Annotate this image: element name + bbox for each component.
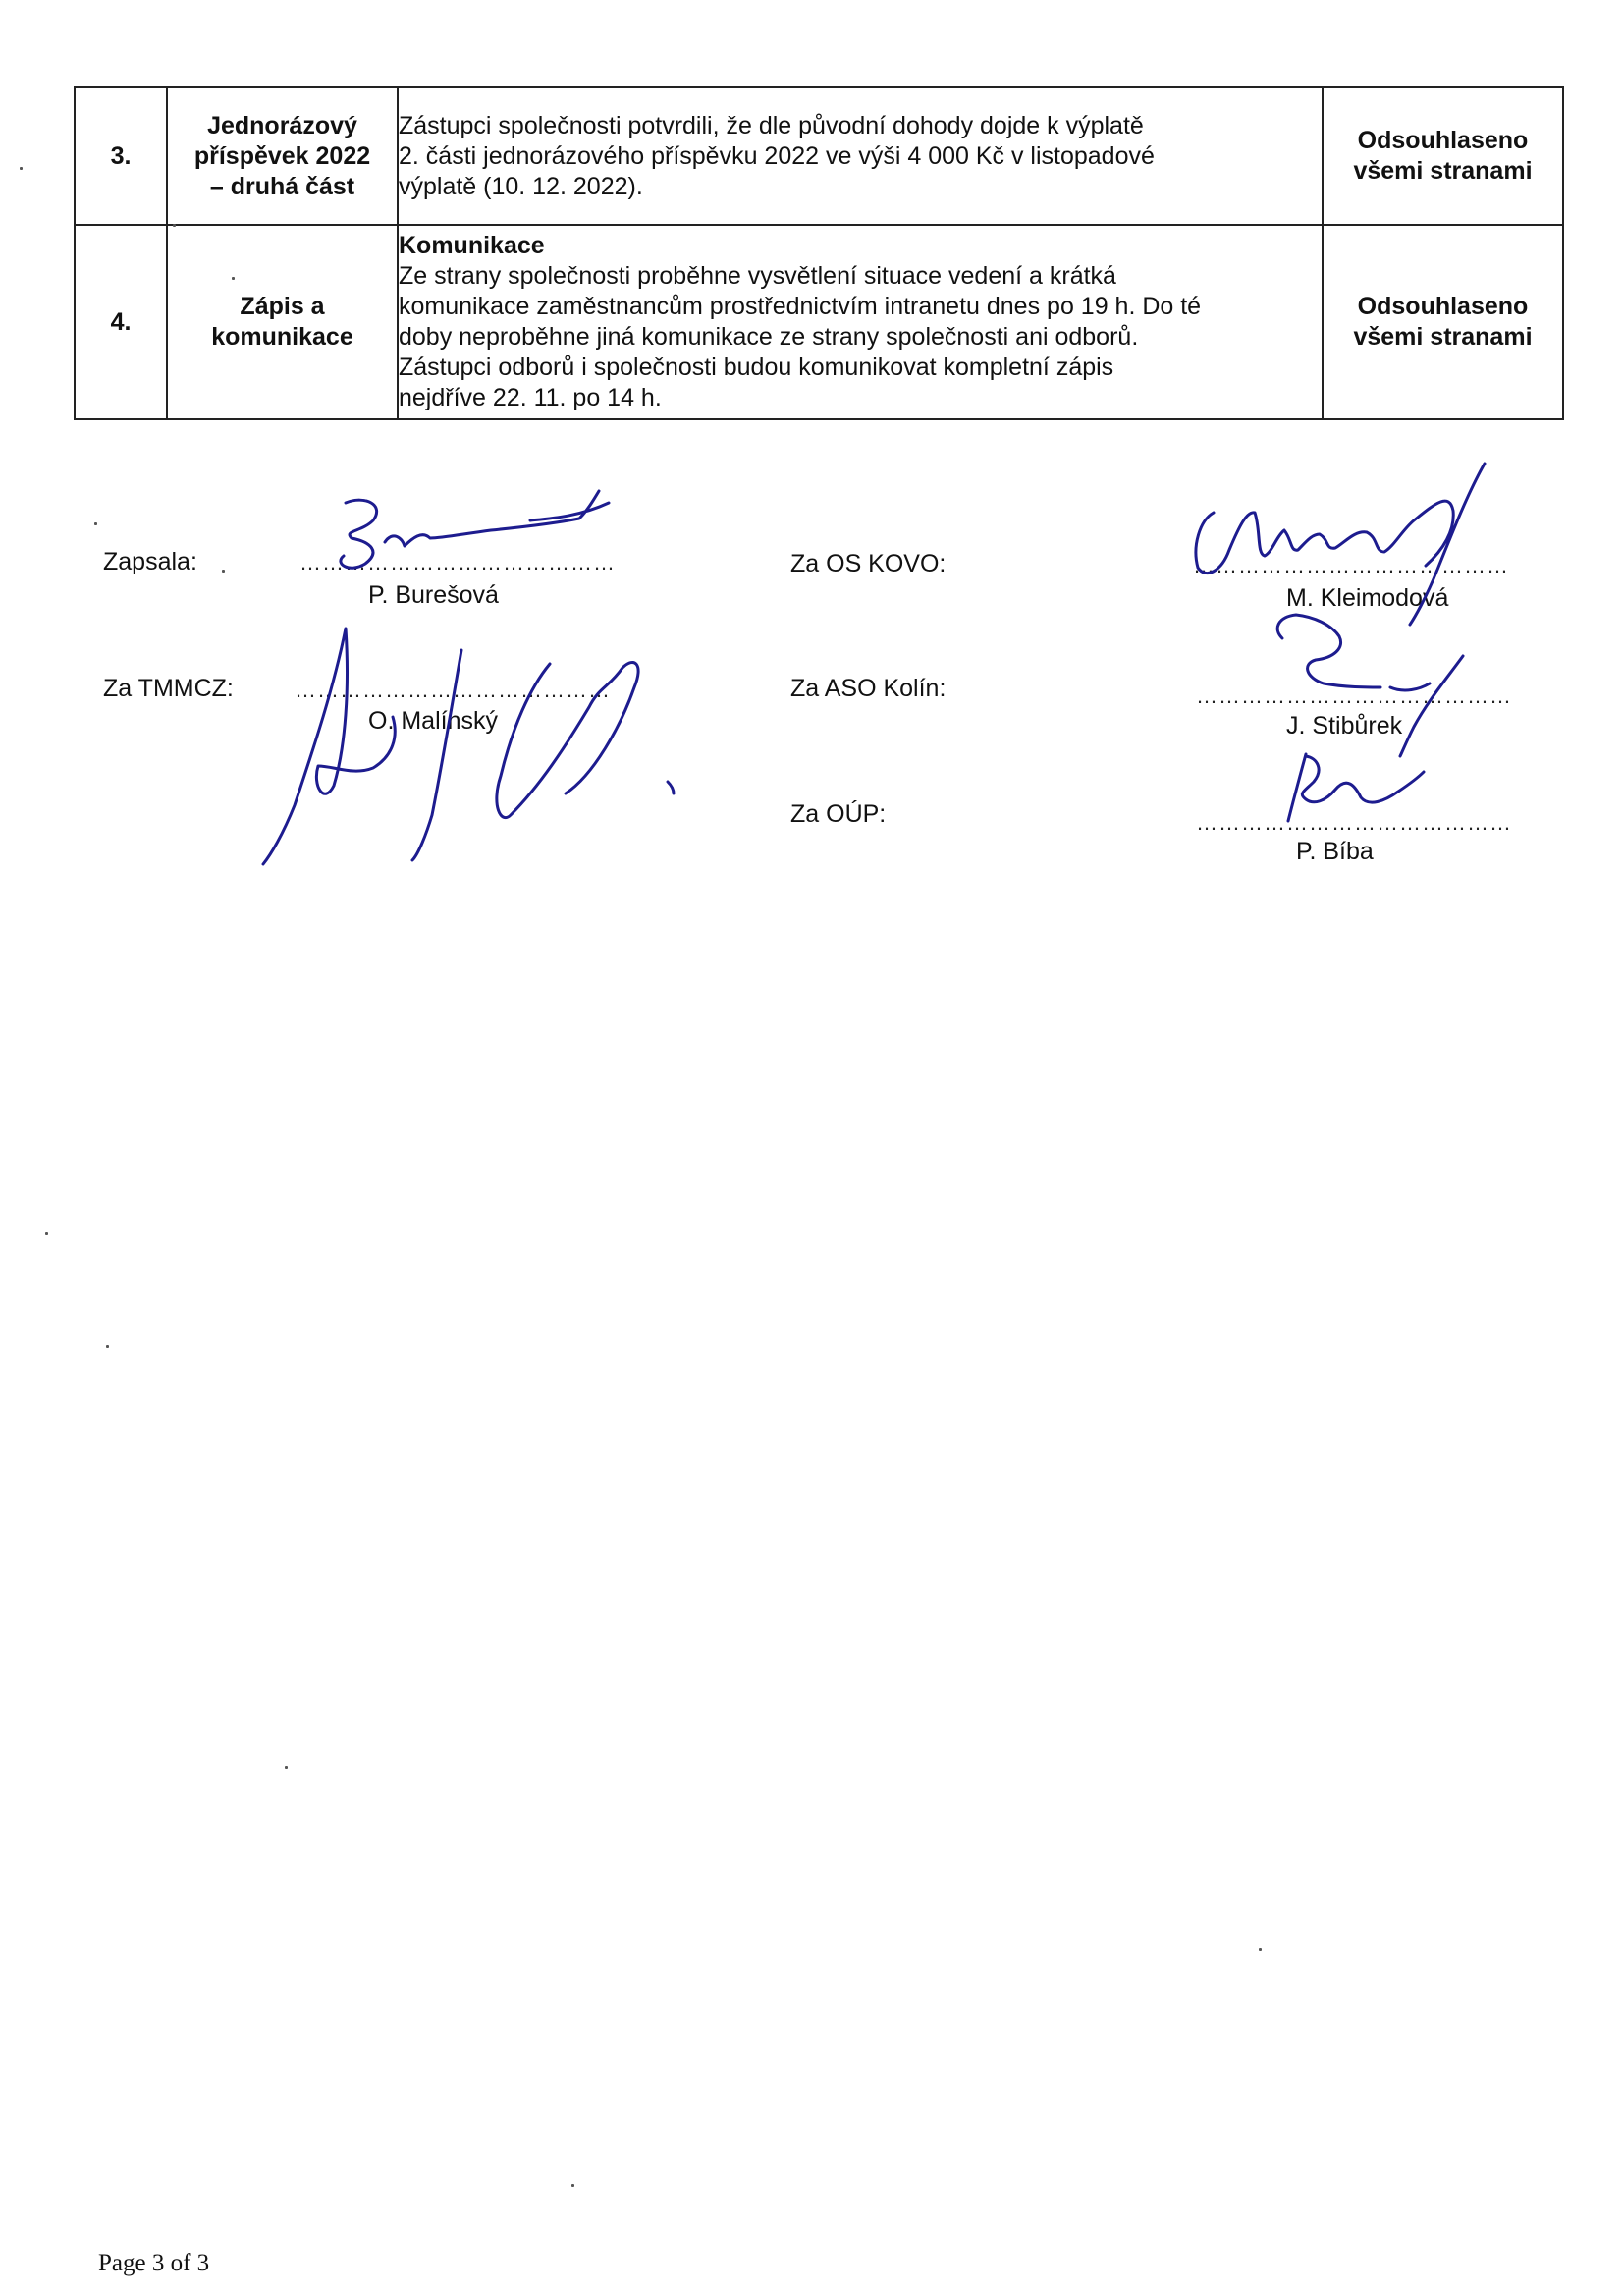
description-line: doby neproběhne jiná komunikace ze strany společnosti ani odborů.	[399, 323, 1139, 351]
status-line: Odsouhlaseno	[1357, 293, 1529, 320]
item-topic	[167, 225, 398, 419]
signature-label: Za OÚP:	[790, 800, 887, 828]
description-line: nejdříve 22. 11. po 14 h.	[399, 384, 662, 411]
scan-speck	[94, 522, 97, 525]
topic-line: – druhá část	[209, 172, 355, 200]
signature-line: ……………………………………	[1196, 810, 1512, 835]
description-title: Komunikace	[399, 232, 545, 259]
signature-line: ……………………………………	[295, 678, 611, 702]
scan-speck	[1259, 1948, 1262, 1951]
description-line: Zástupci společnosti potvrdili, že dle původní dohody dojde k výplatě	[399, 111, 1144, 139]
scan-speck	[173, 224, 176, 227]
table-row	[75, 87, 1563, 225]
topic-line: Jednorázový	[207, 111, 357, 139]
item-status	[1323, 87, 1563, 225]
signatory-name: M. Kleimodová	[1286, 584, 1449, 612]
topic-line: Zápis a	[240, 293, 325, 320]
description-line: komunikace zaměstnancům prostřednictvím intranetu dnes po 19 h. Do té	[399, 293, 1202, 320]
item-number: 3.	[75, 87, 167, 225]
description-line: 2. části jednorázového příspěvku 2022 ve výši 4 000 Kč v listopadové	[399, 141, 1155, 170]
status-line: Odsouhlaseno	[1357, 127, 1529, 154]
scan-speck	[106, 1345, 109, 1348]
table-row	[75, 225, 1563, 419]
status-line: všemi stranami	[1353, 323, 1533, 351]
description-line: Ze strany společnosti proběhne vysvětlení situace vedení a krátká	[399, 262, 1116, 290]
signature-line: ……………………………………	[1196, 683, 1512, 708]
page-number: Page 3 of 3	[98, 2250, 210, 2276]
item-description	[398, 87, 1323, 225]
scan-speck	[45, 1232, 48, 1235]
signature-label: Zapsala:	[103, 548, 197, 575]
item-number: 4.	[75, 225, 167, 419]
status-line: všemi stranami	[1353, 157, 1533, 185]
topic-line: komunikace	[211, 323, 353, 351]
signature-mark-malinsky	[263, 629, 674, 864]
signatory-name: J. Stibůrek	[1286, 712, 1403, 739]
item-status	[1323, 225, 1563, 419]
signature-line: ……………………………………	[299, 550, 616, 574]
description-line: výplatě (10. 12. 2022).	[399, 172, 643, 200]
scan-speck	[571, 2184, 574, 2187]
item-topic	[167, 87, 398, 225]
scan-speck	[285, 1766, 288, 1769]
signature-label: Za ASO Kolín:	[790, 675, 947, 702]
signatory-name: P. Bíba	[1296, 838, 1374, 865]
signatory-name: O. Malínský	[368, 707, 498, 735]
scan-speck	[20, 167, 23, 170]
item-description	[398, 225, 1323, 419]
signature-label: Za OS KOVO:	[790, 550, 947, 577]
scan-speck	[222, 570, 225, 573]
signatory-name: P. Burešová	[368, 581, 499, 609]
agenda-table	[74, 86, 1564, 420]
topic-line: příspěvek 2022	[193, 141, 371, 170]
signature-line: ……………………………………	[1193, 553, 1509, 577]
signature-label: Za TMMCZ:	[103, 675, 234, 702]
description-line: Zástupci odborů i společnosti budou komunikovat kompletní zápis	[399, 354, 1114, 381]
scan-speck	[232, 277, 235, 280]
